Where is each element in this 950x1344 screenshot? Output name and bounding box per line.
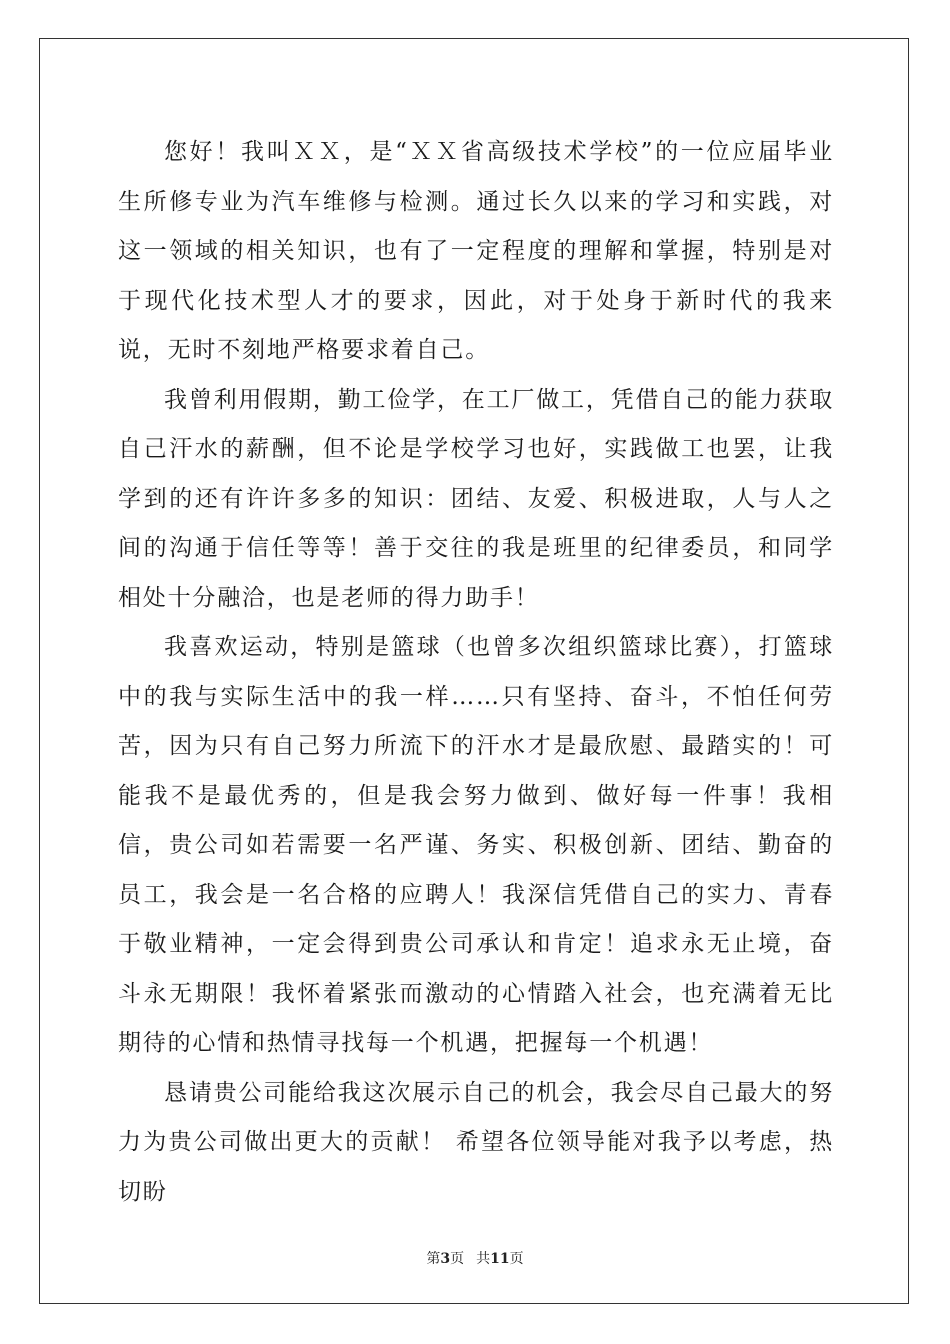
- page-footer: [0, 1248, 950, 1268]
- paragraph-work-experience: 我曾利用假期，勤工俭学，在工厂做工，凭借自己的能力获取自己汗水的薪酬，但不论是学校学习也好，实践做工也罢，让我学到的还有许许多多的知识：团结、友爱、积极进取，人与人之间的沟通于信任等等！善于交往的我是班里的纪律委员，和同学相处十分融洽，也是老师的得力助手！: [118, 386, 834, 611]
- document-body: [118, 128, 834, 1217]
- total-suffix: 页: [509, 1251, 524, 1267]
- paragraph-closing: 恳请贵公司能给我这次展示自己的机会，我会尽自己最大的努力为贵公司做出更大的贡献！ 希望各位领导能对我予以考虑，热切盼: [118, 1079, 834, 1205]
- total-prefix: 共: [476, 1251, 491, 1267]
- paragraph-introduction: 您好！我叫ＸＸ，是“ＸＸ省高级技术学校”的一位应届毕业生所修专业为汽车维修与检测。通过长久以来的学习和实践，对这一领域的相关知识，也有了一定程度的理解和掌握，特别是对于现代化技术型人才的要求，因此，对于处身于新时代的我来说，无时不刻地严格要求着自己。: [118, 139, 834, 363]
- page-suffix: 页: [450, 1251, 465, 1267]
- current-page-number: 3: [440, 1251, 451, 1267]
- paragraph-hobbies: 我喜欢运动，特别是篮球（也曾多次组织篮球比赛），打篮球中的我与实际生活中的我一样……只有坚持、奋斗，不怕任何劳苦，因为只有自己努力所流下的汗水才是最欣慰、最踏实的！可能我不是最优秀的，但是我会努力做到、做好每一件事！我相信，贵公司如若需要一名严谨、务实、积极创新、团结、勤奋的员工，我会是一名合格的应聘人！我深信凭借自己的实力、青春于敬业精神，一定会得到贵公司承认和肯定！追求永无止境，奋斗永无期限！我怀着紧张而激动的心情踏入社会，也充满着无比期待的心情和热情寻找每一个机遇，把握每一个机遇！: [118, 634, 834, 1056]
- total-page-count: 11: [490, 1251, 510, 1267]
- page-prefix: 第: [426, 1251, 441, 1267]
